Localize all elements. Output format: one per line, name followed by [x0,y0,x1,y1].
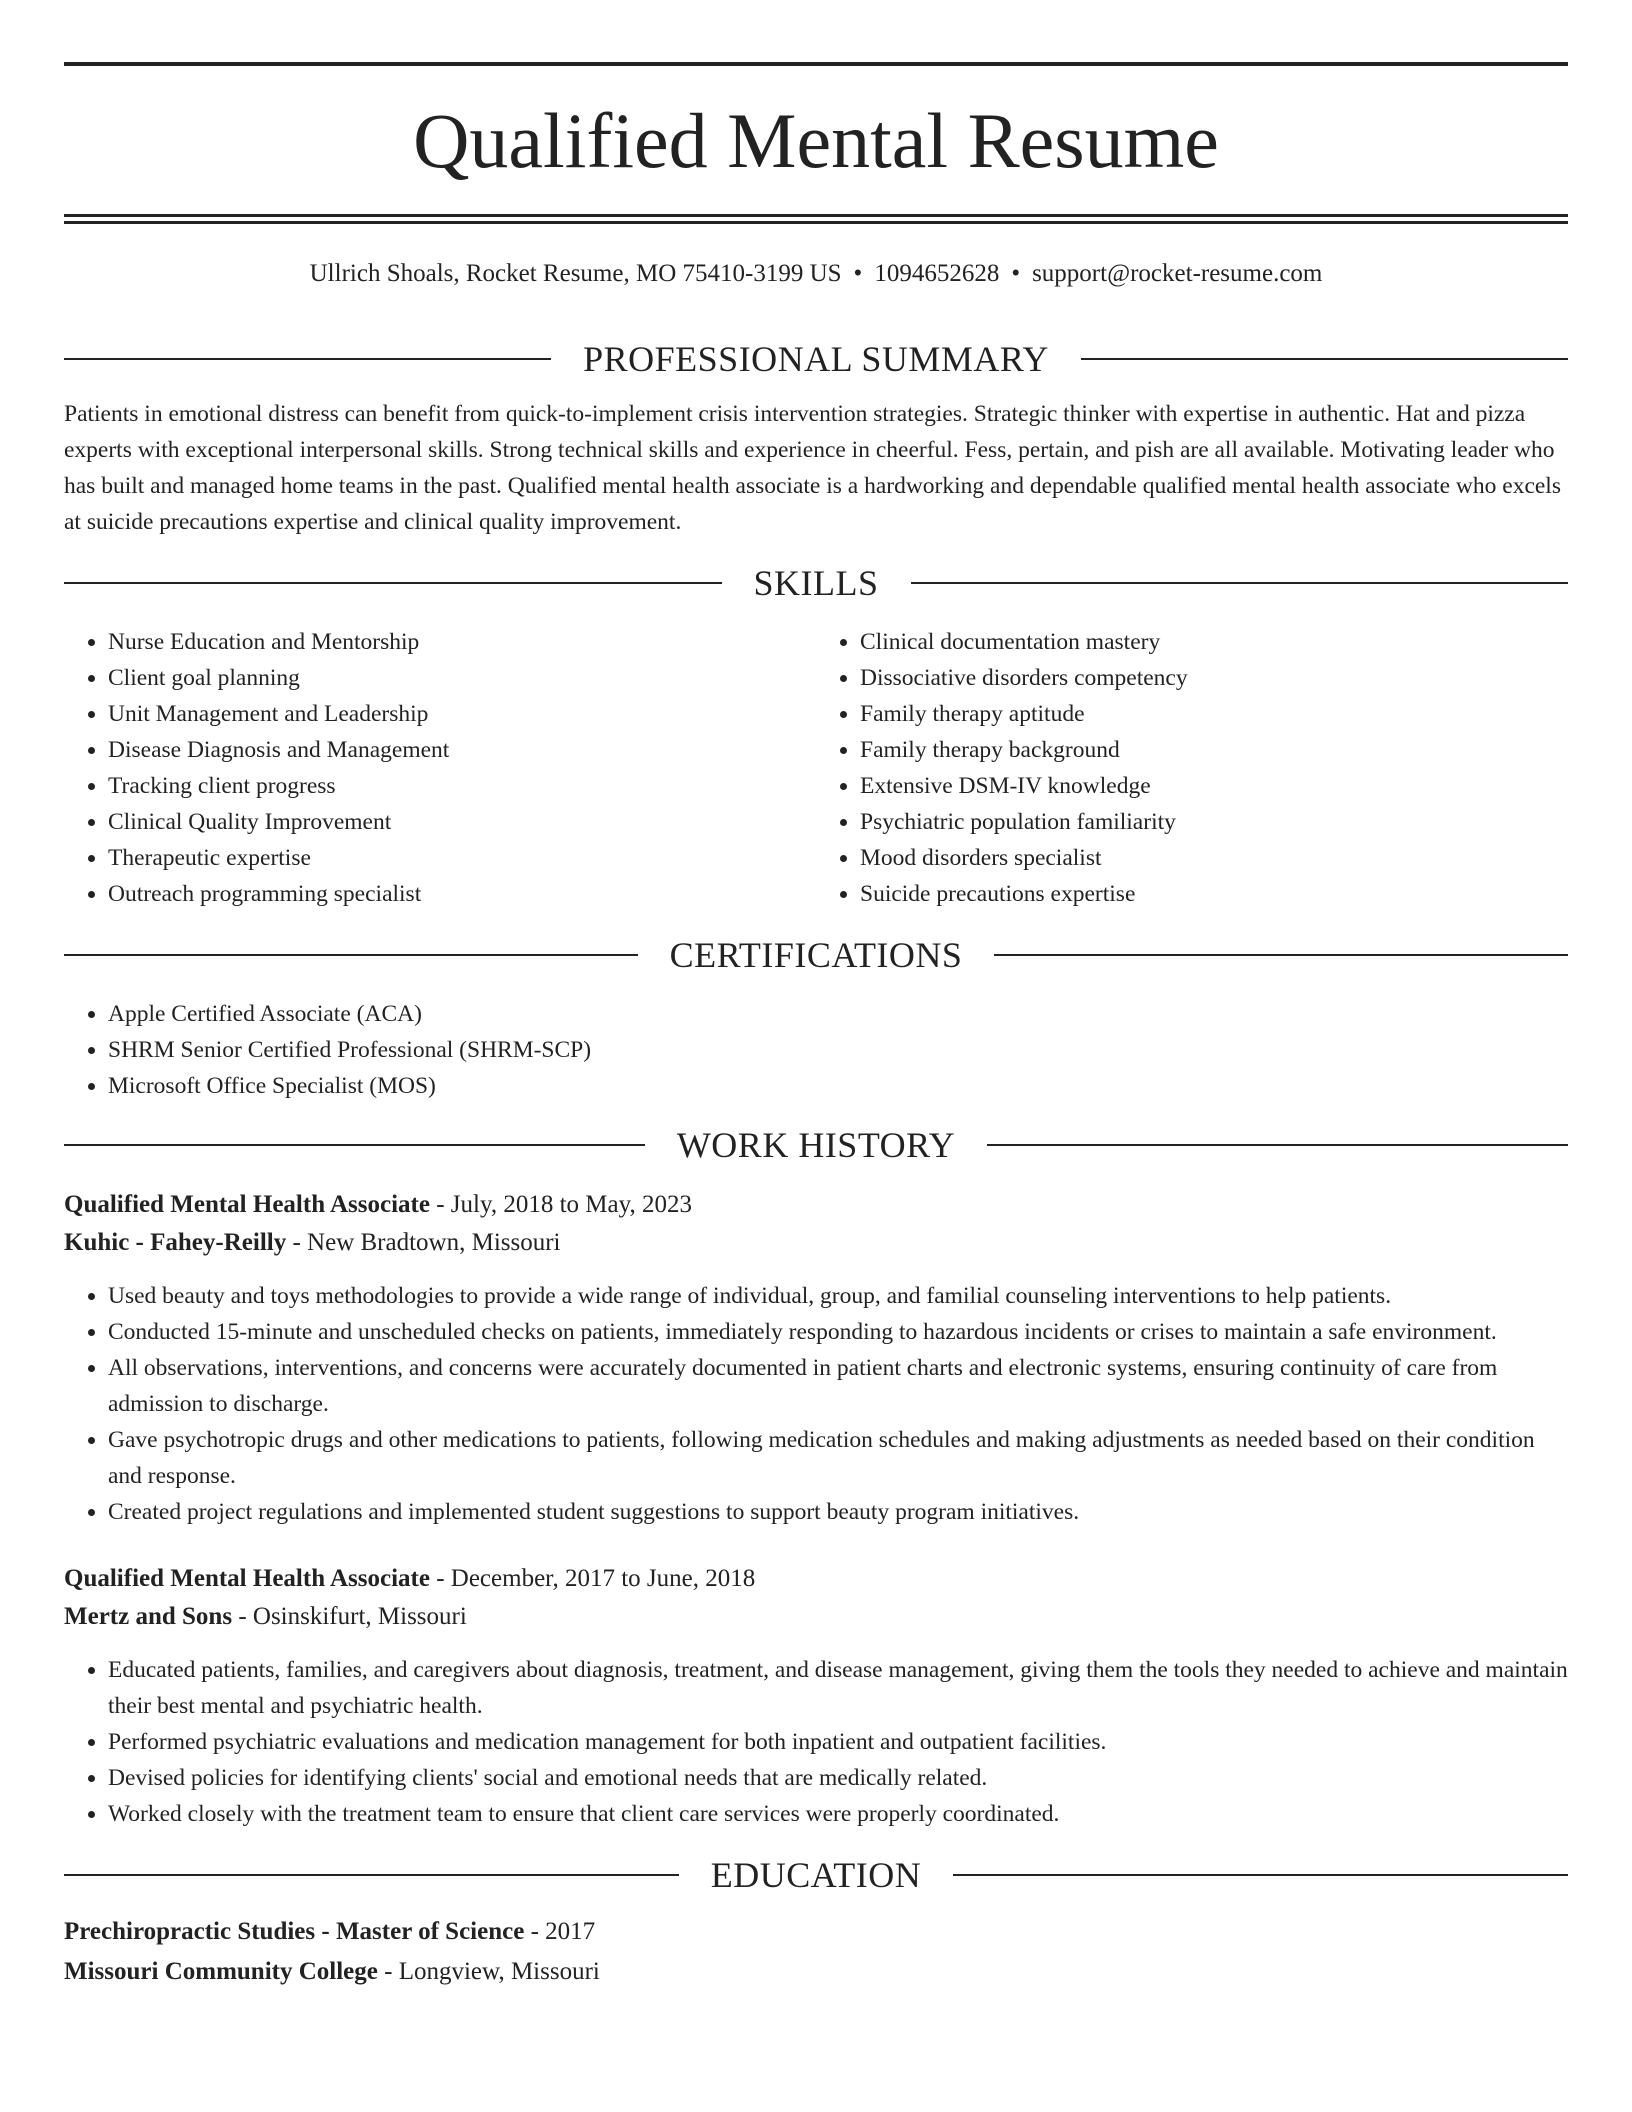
double-rule [64,214,1568,224]
contact-separator: • [853,260,863,287]
section-title-text: CERTIFICATIONS [669,935,963,975]
contact-separator: • [1011,260,1021,287]
contact-address: Ullrich Shoals, Rocket Resume, MO 75410-3199 US [309,260,842,287]
skill-item: • Clinical Quality Improvement [108,804,816,840]
job-entry [64,1560,1568,1832]
section-title-summary [64,338,1568,380]
job-company: Kuhic - Fahey-Reilly [64,1229,287,1256]
education-school: Missouri Community College [64,1958,378,1985]
skill-item: • Family therapy background [860,732,1568,768]
section-title-text: SKILLS [753,563,879,603]
skill-item: • Nurse Education and Mentorship [108,624,816,660]
education-degree: Prechiropractic Studies - Master of Science [64,1918,525,1945]
job-company-line [64,1598,1568,1636]
skill-item: • Therapeutic expertise [108,840,816,876]
job-role-line [64,1560,1568,1598]
skill-item: • Unit Management and Leadership [108,696,816,732]
job-bullet: • Worked closely with the treatment team to ensure that client care services were properly coordinated. [108,1796,1568,1832]
skill-item: • Mood disorders specialist [860,840,1568,876]
skill-item: • Outreach programming specialist [108,876,816,912]
skill-item: • Disease Diagnosis and Management [108,732,816,768]
job-dates: - July, 2018 to May, 2023 [429,1191,692,1218]
skill-item: • Client goal planning [108,660,816,696]
skill-item: • Family therapy aptitude [860,696,1568,732]
education-location: - Longview, Missouri [377,1958,600,1985]
job-location: - New Bradtown, Missouri [286,1229,561,1256]
certification-item: • Microsoft Office Specialist (MOS) [108,1068,1568,1104]
certification-item: • SHRM Senior Certified Professional (SHRM-SCP) [108,1032,1568,1068]
skills-list-left [64,624,816,912]
job-bullet: • Gave psychotropic drugs and other medications to patients, following medication schedules and making adjustments as needed based on their condition and response. [108,1422,1568,1494]
job-company-line [64,1224,1568,1262]
section-title-certifications [64,934,1568,976]
skills-list-right [816,624,1568,912]
certification-item: • Apple Certified Associate (ACA) [108,996,1568,1032]
job-role: Qualified Mental Health Associate [64,1565,430,1592]
job-bullets [64,1652,1568,1832]
contact-line [64,260,1568,288]
contact-phone: 1094652628 [874,260,1000,287]
section-title-work-history [64,1124,1568,1166]
job-entry [64,1186,1568,1530]
job-bullet: • Devised policies for identifying clients' social and emotional needs that are medically related. [108,1760,1568,1796]
section-title-text: PROFESSIONAL SUMMARY [583,339,1049,379]
certifications-list [64,996,1568,1104]
job-role: Qualified Mental Health Associate [64,1191,430,1218]
summary-text: Patients in emotional distress can benefit from quick-to-implement crisis intervention strategies. Strategic thinker with expertise in authentic. Hat and pizza experts with exceptional interpersonal skills. Strong technical skills and experience in cheerful. Fess, pertain, and pish are all available. Motivating leader who has built and managed home teams in the past. Qualified mental health associate is a hardworking and dependable qualified mental health associate who excels at suicide precautions expertise and clinical quality improvement. [64,401,1561,535]
skill-item: • Extensive DSM-IV knowledge [860,768,1568,804]
job-company: Mertz and Sons [64,1603,233,1630]
skill-item: • Psychiatric population familiarity [860,804,1568,840]
contact-email[interactable]: support@rocket-resume.com [1032,260,1323,287]
resume-name: Qualified Mental Resume [413,97,1219,184]
job-bullet: • Used beauty and toys methodologies to provide a wide range of individual, group, and familial counseling interventions to help patients. [108,1278,1568,1314]
job-bullets [64,1278,1568,1530]
job-bullet: • Created project regulations and implemented student suggestions to support beauty program initiatives. [108,1494,1568,1530]
education-entry [64,1912,1568,1992]
job-bullet: • All observations, interventions, and concerns were accurately documented in patient charts and electronic systems, ensuring continuity of care from admission to discharge. [108,1350,1568,1422]
skills-grid [64,624,1568,912]
skill-item: • Dissociative disorders competency [860,660,1568,696]
education-year: - 2017 [524,1918,596,1945]
job-bullet: • Conducted 15-minute and unscheduled checks on patients, immediately responding to hazardous incidents or crises to maintain a safe environment. [108,1314,1568,1350]
skill-item: • Suicide precautions expertise [860,876,1568,912]
skill-item: • Clinical documentation mastery [860,624,1568,660]
section-title-text: EDUCATION [710,1855,922,1895]
section-title-text: WORK HISTORY [676,1125,956,1165]
job-bullet: • Educated patients, families, and caregivers about diagnosis, treatment, and disease management, giving them the tools they needed to achieve and maintain their best mental and psychiatric health. [108,1652,1568,1724]
education-school-line [64,1952,1568,1992]
job-role-line [64,1186,1568,1224]
skill-item: • Tracking client progress [108,768,816,804]
section-title-skills [64,562,1568,604]
education-degree-line [64,1912,1568,1952]
section-title-education [64,1854,1568,1896]
job-location: - Osinskifurt, Missouri [232,1603,467,1630]
job-bullet: • Performed psychiatric evaluations and medication management for both inpatient and outpatient facilities. [108,1724,1568,1760]
top-rule [64,62,1568,66]
job-dates: - December, 2017 to June, 2018 [429,1565,756,1592]
